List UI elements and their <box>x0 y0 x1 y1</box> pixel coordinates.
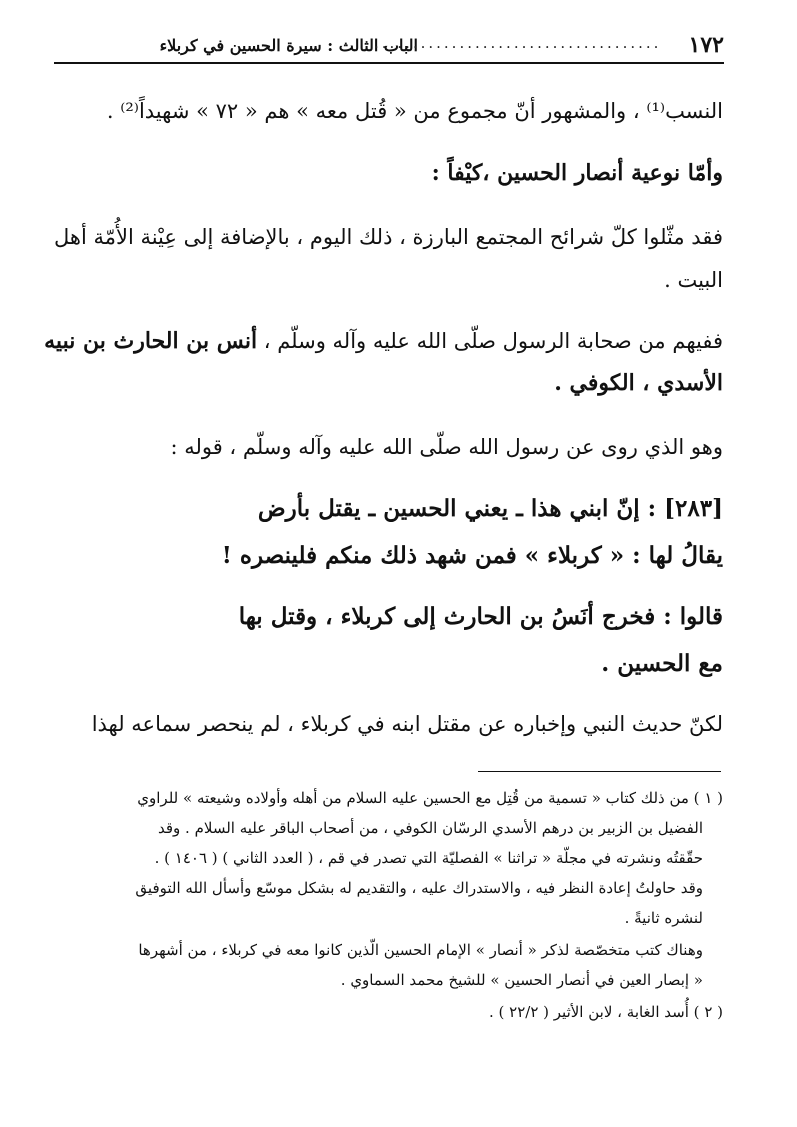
report-quote-line-2: مع الحسين . <box>601 650 723 677</box>
hadith-quote-line-1: [٢٨٣] : إنّ ابني هذا ـ يعني الحسين ـ يقتل بأرض <box>257 495 723 522</box>
header-leader-dots: ..................................... <box>374 34 662 52</box>
footnote-1-line-6: وهناك كتب متخصّصة لذكر « أنصار » الإمام الحسين الّذين كانوا معه في كربلاء ، من أشهرها <box>138 941 703 959</box>
hadith-quote-line-2: يقالُ لها : « كربلاء » فمن شهد ذلك منكم فلينصره ! <box>221 542 723 569</box>
paragraph-1: النسب⁽¹⁾ ، والمشهور أنّ مجموع من « قُتل معه » هم « ٧٢ » شهيداً⁽²⁾ . <box>106 99 723 123</box>
footnote-1-line-1: ( ١ ) من ذلك كتاب « تسمية من قُتِل مع الحسين عليه السلام من أهله وأولاده وشيعته » للراوي <box>137 789 723 807</box>
paragraph-6: لكنّ حديث النبي وإخباره عن مقتل ابنه في كربلاء ، لم ينحصر سماعه لهذا <box>91 712 723 736</box>
footnote-separator <box>478 771 721 772</box>
footnote-1-line-5: لنشره ثانيةً . <box>624 909 703 927</box>
footnote-1-line-4: وقد حاولتُ إعادة النظر فيه ، والاستدراك عليه ، والتقديم له بشكل موسّع وأسأل الله التوفيق <box>135 879 703 897</box>
footnote-1-line-3: حقّقتُه ونشرته في مجلّة « تراثنا » الفصليّة التي تصدر في قم ، ( العدد الثاني ) ( ١٤٠٦ ) . <box>154 849 703 867</box>
footnote-1-line-7: « إبصار العين في أنصار الحسين » للشيخ محمد السماوي . <box>340 971 703 989</box>
running-header <box>54 30 724 64</box>
paragraph-4-line-2: الأسدي ، الكوفي . <box>554 370 723 396</box>
paragraph-4-text: ففيهم من صحابة الرسول صلّى الله عليه وآله وسلّم ، <box>257 329 723 353</box>
footnote-2: ( ٢ ) أُسد الغابة ، لابن الأثير ( ٢٢/٢ ) . <box>489 1003 723 1021</box>
report-quote-line-1: قالوا : فخرج أنَسُ بن الحارث إلى كربلاء ، وقتل بها <box>238 603 723 630</box>
paragraph-5: وهو الذي روى عن رسول الله صلّى الله عليه وآله وسلّم ، قوله : <box>170 435 723 459</box>
companion-name: أنس بن الحارث بن نبيه <box>44 328 258 354</box>
page-number: ١٧٢ <box>688 32 724 58</box>
section-heading: وأمّا نوعية أنصار الحسين ،كيْفاً : <box>431 160 723 186</box>
footnote-1-line-2: الفضيل بن الزبير بن درهم الأسدي الرسّان الكوفي ، من أصحاب الباقر عليه السلام . وقد <box>157 819 703 837</box>
paragraph-4-line-1 <box>44 326 723 356</box>
paragraph-3-line-2: البيت . <box>664 268 723 292</box>
chapter-title: الباب الثالث : سيرة الحسين في كربلاء <box>159 36 418 55</box>
paragraph-3-line-1: فقد مثّلوا كلّ شرائح المجتمع البارزة ، ذلك اليوم ، بالإضافة إلى عِيْنة الأُمّة أهل <box>53 225 723 249</box>
